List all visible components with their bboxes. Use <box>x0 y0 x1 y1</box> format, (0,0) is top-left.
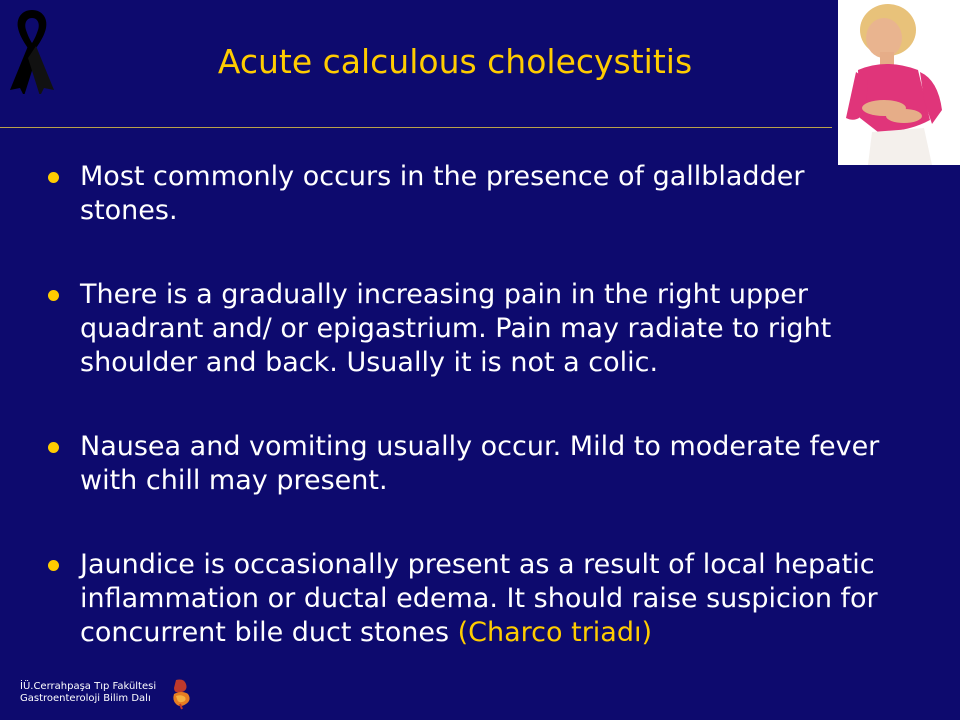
bullet-list <box>40 160 880 650</box>
footer-line-2: Gastroenteroloji Bilim Dalı <box>20 693 151 704</box>
bullet-text: Most commonly occurs in the presence of gallbladder stones. <box>80 161 805 226</box>
title-divider <box>0 127 832 128</box>
digestive-organs-logo <box>170 678 192 710</box>
bullet-item <box>40 548 880 650</box>
slide-title: Acute calculous cholecystitis <box>217 42 693 81</box>
woman-abdominal-pain-photo <box>838 0 960 165</box>
footer-line-1: İÜ.Cerrahpaşa Tıp Fakültesi <box>20 681 157 692</box>
bullet-highlight: (Charco triadı) <box>457 617 653 648</box>
bullet-text: There is a gradually increasing pain in the right upper quadrant and/ or epigastrium. Pain may radiate to right shoulder and back. Usually it is not a colic. <box>80 279 832 378</box>
bullet-dot <box>48 172 59 183</box>
bullet-item <box>40 430 880 498</box>
bullet-text: Jaundice is occasionally present as a result of local hepatic inflammation or ductal edema. It should raise suspicion for concurrent bile duct stones <box>80 549 878 648</box>
bullet-text: Nausea and vomiting usually occur. Mild to moderate fever with chill may present. <box>80 431 880 496</box>
bullet-dot <box>48 442 59 453</box>
bullet-item <box>40 278 880 380</box>
bullet-dot <box>48 560 59 571</box>
bullet-dot <box>48 290 59 301</box>
bullet-item <box>40 160 880 228</box>
footer-institution <box>20 681 156 705</box>
